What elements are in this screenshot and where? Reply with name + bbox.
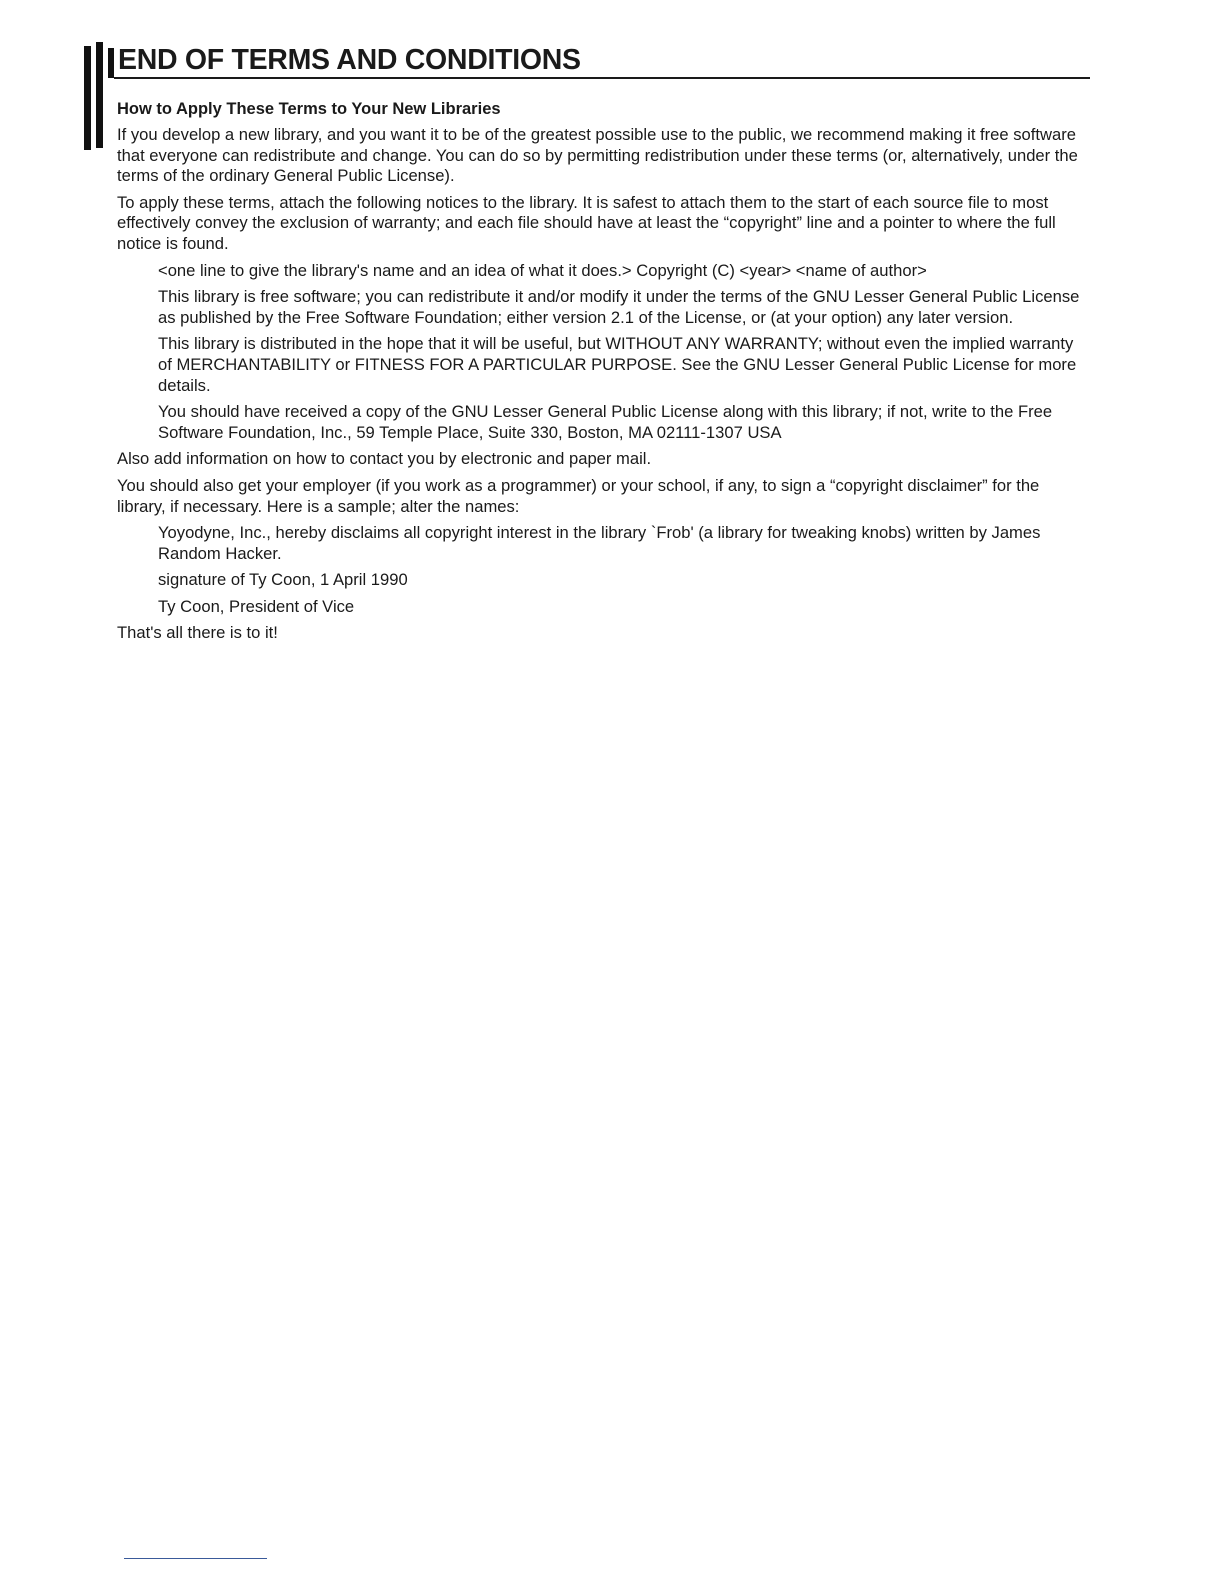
notice-license-copy: You should have received a copy of the GNU Lesser General Public License along with this library; if not, write to the Free Software Foundation, Inc., 59 Temple Place, Suite 330, Boston, MA 02111-1307 USA	[158, 402, 1053, 442]
title-underline	[114, 77, 1090, 79]
section-heading: How to Apply These Terms to Your New Libraries	[117, 100, 501, 118]
margin-change-bar	[108, 48, 114, 78]
footer-rule	[124, 1558, 267, 1559]
document-body	[117, 98, 1085, 650]
paragraph-disclaimer: You should also get your employer (if you work as a programmer) or your school, if any, to sign a “copyright disclaimer” for the library, if necessary. Here is a sample; alter the names:	[117, 475, 1040, 516]
paragraph-intro: If you develop a new library, and you want it to be of the greatest possible use to the public, we recommend making it free software that everyone can redistribute and change. You can do so by permitting redistribution under these terms (or, alternatively, under the terms of the ordinary General Public License).	[117, 125, 1078, 186]
sample-signer: Ty Coon, President of Vice	[158, 596, 355, 616]
margin-change-bar	[96, 42, 103, 148]
paragraph-apply: To apply these terms, attach the following notices to the library. It is safest to attach them to the start of each source file to most effectively convey the exclusion of warranty; and each file should have at least the “copyright” line and a pointer to where the full notice is found.	[117, 192, 1056, 253]
paragraph-closing: That's all there is to it!	[117, 623, 278, 643]
margin-change-bar	[84, 46, 91, 150]
notice-free-software: This library is free software; you can redistribute it and/or modify it under the terms of the GNU Lesser General Public License as published by the Free Software Foundation; either version 2.1 of the License, or (at your option) any later version.	[158, 287, 1080, 327]
notice-copyright-line: <one line to give the library's name and an idea of what it does.> Copyright (C) <year> <name of author>	[158, 260, 927, 280]
sample-signature: signature of Ty Coon, 1 April 1990	[158, 570, 408, 590]
page-title: END OF TERMS AND CONDITIONS	[118, 44, 581, 76]
notice-warranty: This library is distributed in the hope that it will be useful, but WITHOUT ANY WARRANTY; without even the implied warranty of MERCHANTABILITY or FITNESS FOR A PARTICULAR PURPOSE. See the GNU Lesser General Public License for more details.	[158, 334, 1077, 395]
sample-disclaimer: Yoyodyne, Inc., hereby disclaims all copyright interest in the library `Frob' (a library for tweaking knobs) written by James Random Hacker.	[158, 523, 1041, 563]
paragraph-contact: Also add information on how to contact you by electronic and paper mail.	[117, 449, 652, 469]
